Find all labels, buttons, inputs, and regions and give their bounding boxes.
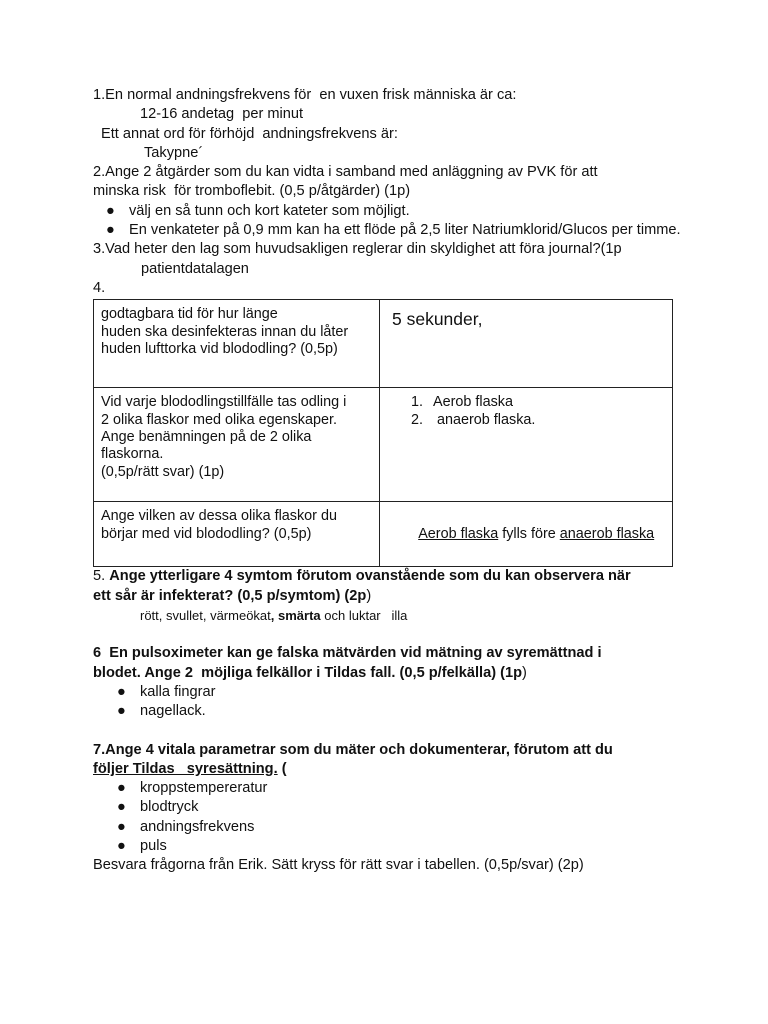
q1-answer2: Takypne´ xyxy=(144,144,204,161)
list-item: 2. anaerob flaska. xyxy=(411,411,536,428)
q5-question-line2: ett sår är infekterat? (0,5 p/symtom) (2p) xyxy=(93,587,372,604)
q7-question-line1: 7.Ange 4 vitala parametrar som du mäter och dokumenterar, förutom att du xyxy=(93,741,613,758)
q6-question-line1: 6 En pulsoximeter kan ge falska mätvärden vid mätning av syremättnad i xyxy=(93,645,602,662)
q4-table xyxy=(93,299,673,567)
table-cell-question: Vid varje blododlingstillfälle tas odling i 2 olika flaskor med olika egenskaper. Ange benämningen på de 2 olika flaskorna. (0,5p/rätt svar) (1p) xyxy=(94,388,380,502)
table-row xyxy=(94,388,673,502)
bullet-icon: ● xyxy=(106,222,115,239)
table-cell-answer xyxy=(380,388,673,502)
table-cell-question: Ange vilken av dessa olika flaskor du börjar med vid blododling? (0,5p) xyxy=(94,502,380,567)
q3-answer: patientdatalagen xyxy=(141,260,249,277)
list-item: ● nagellack. xyxy=(93,702,683,721)
bullet-icon: ● xyxy=(117,703,126,720)
flask-list xyxy=(387,394,665,429)
bullet-icon: ● xyxy=(117,683,126,700)
table-row xyxy=(94,502,673,567)
table-cell-question: godtagbara tid för hur länge huden ska desinfekteras innan du låter huden lufttorka vid blododling? (0,5p) xyxy=(94,300,380,388)
list-item: ● blodtryck xyxy=(93,798,683,817)
q2-answer-list xyxy=(93,202,683,241)
q7-question-line2: följer Tildas syresättning. ( xyxy=(93,760,287,777)
table-row xyxy=(94,300,673,388)
list-item: ● puls xyxy=(93,837,683,856)
bullet-icon: ● xyxy=(117,838,126,855)
document-page xyxy=(93,86,683,876)
table-cell-answer: Aerob flaska fylls före anaerob flaska xyxy=(380,502,673,567)
q6-answer-list xyxy=(93,683,683,722)
bullet-icon: ● xyxy=(117,818,126,835)
list-item: 1. Aerob flaska xyxy=(411,394,513,411)
q5-question-line1: 5. Ange ytterligare 4 symtom förutom ovanstående som du kan observera när xyxy=(93,568,631,585)
q2-question-line2: minska risk för tromboflebit. (0,5 p/åtgärder) (1p) xyxy=(93,183,411,200)
q4-number: 4. xyxy=(93,279,106,296)
q3-question: 3.Vad heter den lag som huvudsakligen reglerar din skyldighet att föra journal?(1p xyxy=(93,241,622,258)
table-cell-answer: 5 sekunder, xyxy=(380,300,673,388)
q7-answer-list xyxy=(93,779,683,856)
bullet-icon: ● xyxy=(106,202,115,219)
list-item: ● andningsfrekvens xyxy=(93,818,683,837)
q6-question-line2: blodet. Ange 2 möjliga felkällor i Tildas fall. (0,5 p/felkälla) (1p) xyxy=(93,664,527,681)
list-item: ● En venkateter på 0,9 mm kan ha ett flöde på 2,5 liter Natriumklorid/Glucos per timme. xyxy=(93,221,683,240)
q2-question-line1: 2.Ange 2 åtgärder som du kan vidta i samband med anläggning av PVK för att xyxy=(93,164,598,181)
q5-answer: rött, svullet, värmeökat, smärta och luktar illa xyxy=(140,608,408,624)
bullet-icon: ● xyxy=(117,799,126,816)
bullet-icon: ● xyxy=(117,780,126,797)
list-item: ● kroppstempereratur xyxy=(93,779,683,798)
q1-question2: Ett annat ord för förhöjd andningsfrekvens är: xyxy=(101,125,398,142)
closing-instruction: Besvara frågorna från Erik. Sätt kryss för rätt svar i tabellen. (0,5p/svar) (2p) xyxy=(93,857,584,874)
list-item: ● välj en så tunn och kort kateter som möjligt. xyxy=(93,202,683,221)
list-item: ● kalla fingrar xyxy=(93,683,683,702)
q1-answer: 12-16 andetag per minut xyxy=(140,106,304,123)
q1-question: 1.En normal andningsfrekvens för en vuxen frisk människa är ca: xyxy=(93,87,517,103)
